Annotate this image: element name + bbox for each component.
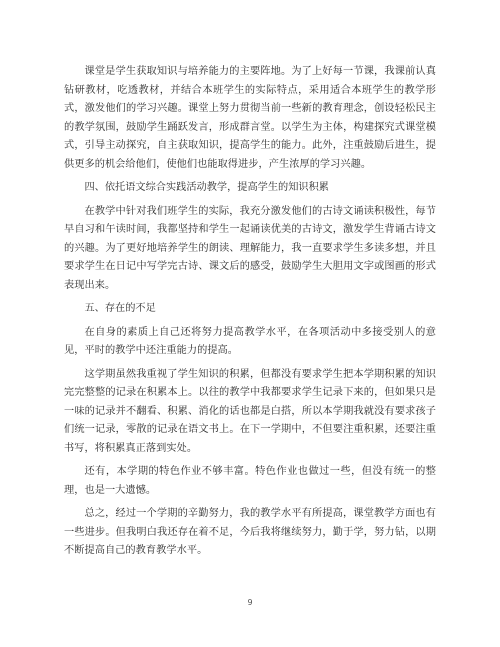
section-heading-4: 四、依托语文综合实践活动教学，提高学生的知识积累 [84, 182, 329, 193]
paragraph-conclusion: 总之，经过一个学期的辛勤努力，我的教学水平有所提高，课堂教学方面也有一些进步。但我明白我还存在着不足，今后我将继续努力，勤于学，努力钻，以期不断提高自己的教育教学水平。 [64, 508, 436, 556]
paragraph-knowledge-accumulation: 这学期虽然我重视了学生知识的积累，但都没有要求学生把本学期积累的知识完完整整的记录在积累本上。以往的教学中我都要求学生记录下来的，但如果只是一味的记录并不翻看、积累、消化的话也都是白搭，所以本学期我就没有要求孩子们统一记录，零散的记录在语文书上。在下一学期中，不但要注重积累，还要注重书写，将积累真正落到实处。 [64, 368, 436, 454]
paragraph-poetry-recitation: 在教学中针对我们班学生的实际，我充分激发他们的古诗文诵读积极性，每节早自习和午读时间，我都坚持和学生一起诵读优美的古诗文，激发学生背诵古诗文的兴趣。为了更好地培养学生的朗读、理解能力，我一直要求学生多读多想，并且要求学生在日记中写学完古诗、课文后的感受，鼓励学生大胆用文字或图画的形式表现出来。 [64, 205, 436, 291]
paragraph-self-improvement: 在自身的素质上自己还将努力提高教学水平，在各项活动中多接受别人的意见，平时的教学中还注重能力的提高。 [64, 326, 436, 356]
paragraph-special-homework: 还有，本学期的特色作业不够丰富。特色作业也做过一些，但没有统一的整理，也是一大遗憾。 [64, 466, 436, 496]
document-body [64, 63, 436, 561]
section-heading-5: 五、存在的不足 [84, 303, 156, 314]
page-number: 9 [247, 598, 253, 607]
paragraph-classroom-teaching: 课堂是学生获取知识与培养能力的主要阵地。为了上好每一节课，我课前认真钻研教材，吃透教材，并结合本班学生的实际特点，采用适合本班学生的教学形式，激发他们的学习兴趣。课堂上努力贯彻当前一些新的教育理念，创设轻松民主的教学氛围，鼓励学生踊跃发言，形成群言堂。以学生为主体，构建探究式课堂模式，引导主动探究，自主获取知识，提高学生的能力。此外，注重鼓励后进生，提供更多的机会给他们，使他们也能取得进步，产生浓厚的学习兴趣。 [64, 66, 436, 170]
